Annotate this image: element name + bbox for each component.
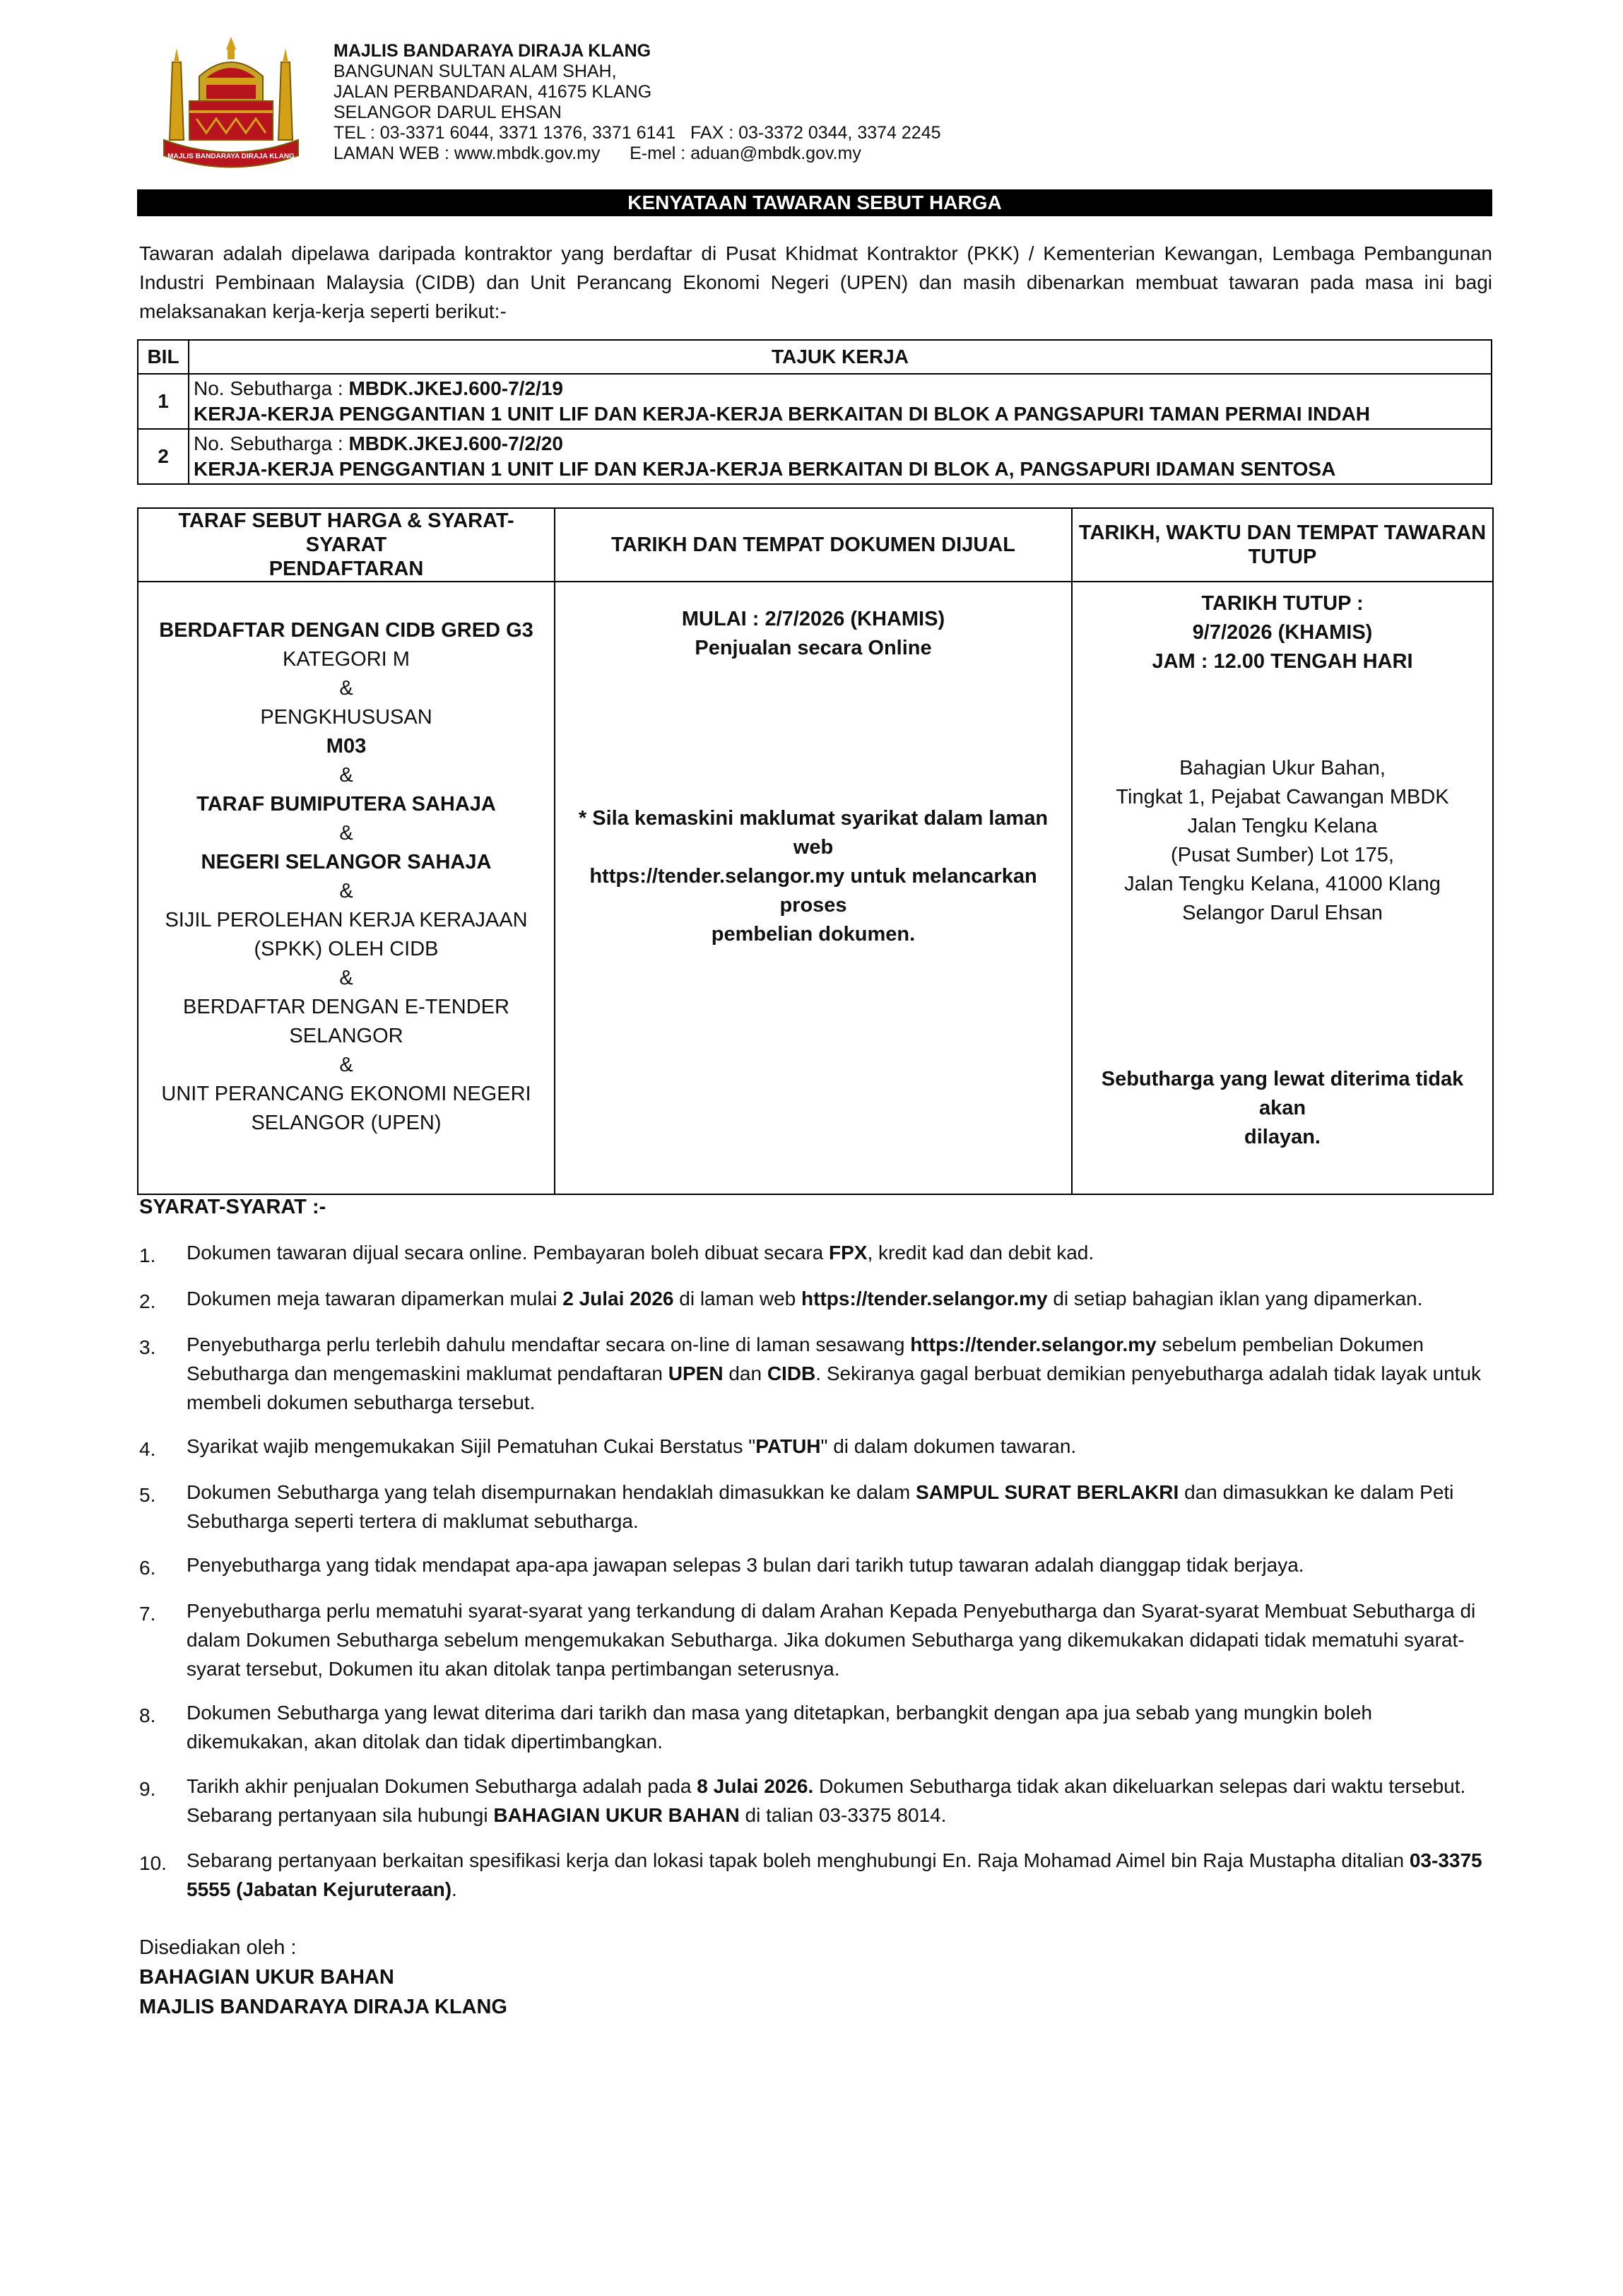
sale-start: MULAI : 2/7/2026 (KHAMIS) <box>681 608 945 630</box>
col-closing-line: TUTUP <box>1248 546 1317 568</box>
condition-item <box>139 1432 1492 1461</box>
requirement-line: & <box>339 822 353 844</box>
condition-item <box>139 1698 1492 1756</box>
requirements-list <box>146 582 547 1138</box>
info-table-body <box>138 582 1493 1194</box>
place-line: Selangor Darul Ehsan <box>1182 902 1383 924</box>
condition-item <box>139 1330 1492 1417</box>
condition-item <box>139 1846 1492 1904</box>
ref-number: MBDK.JKEJ.600-7/2/20 <box>348 432 563 454</box>
condition-text-bold: PATUH <box>755 1435 821 1457</box>
condition-text-part: di laman web <box>673 1288 802 1309</box>
condition-item <box>139 1238 1492 1267</box>
condition-text-bold: 8 Julai 2026. <box>697 1775 814 1797</box>
table-row <box>138 429 1492 484</box>
conditions-title: SYARAT-SYARAT :- <box>139 1196 326 1218</box>
condition-text-bold: CIDB <box>767 1362 816 1384</box>
condition-item <box>139 1478 1492 1536</box>
requirement-line: & <box>339 764 353 787</box>
requirement-line: M03 <box>326 735 367 758</box>
svg-text:MAJLIS BANDARAYA DIRAJA KLANG: MAJLIS BANDARAYA DIRAJA KLANG <box>167 153 295 160</box>
work-title: KERJA-KERJA PENGGANTIAN 1 UNIT LIF DAN KERJA-KERJA BERKAITAN DI BLOK A PANGSAPURI TAMAN PERMAI INDAH <box>194 403 1371 425</box>
row-bil: 1 <box>138 374 189 429</box>
condition-text-bold: BAHAGIAN UKUR BAHAN <box>493 1804 740 1826</box>
col-sale: TARIKH DAN TEMPAT DOKUMEN DIJUAL <box>555 508 1072 582</box>
condition-number: 3. <box>139 1336 156 1358</box>
condition-text <box>187 1596 1492 1683</box>
works-table <box>137 339 1492 485</box>
address-line: JALAN PERBANDARAN, 41675 KLANG <box>334 82 652 102</box>
requirement-line: & <box>339 677 353 700</box>
sale-note-line: pembelian dokumen. <box>711 923 916 946</box>
condition-number: 10. <box>139 1852 167 1874</box>
condition-text <box>187 1238 1492 1267</box>
ref-label: No. Sebutharga : <box>194 432 349 454</box>
condition-text-bold: SAMPUL SURAT BERLAKRI <box>915 1481 1179 1503</box>
sale-mode: Penjualan secara Online <box>695 637 932 659</box>
condition-text-part: Syarikat wajib mengemukakan Sijil Pematuhan Cukai Berstatus " <box>187 1435 756 1457</box>
condition-text <box>187 1478 1492 1536</box>
close-time: JAM : 12.00 TENGAH HARI <box>1152 650 1413 673</box>
row-work <box>189 429 1492 484</box>
condition-number: 7. <box>139 1603 156 1625</box>
requirement-line: UNIT PERANCANG EKONOMI NEGERI <box>161 1083 531 1105</box>
condition-text-part: Tarikh akhir penjualan Dokumen Sebutharga adalah pada <box>187 1775 697 1797</box>
condition-text-bold: https://tender.selangor.my <box>910 1334 1157 1355</box>
place-line: Tingkat 1, Pejabat Cawangan MBDK <box>1116 786 1449 808</box>
requirement-line: BERDAFTAR DENGAN CIDB GRED G3 <box>159 619 533 642</box>
sale-note-line: https://tender.selangor.my untuk melancarkan proses <box>589 865 1037 917</box>
condition-text <box>187 1284 1492 1313</box>
place-line: Jalan Tengku Kelana <box>1187 815 1378 837</box>
condition-number: 5. <box>139 1484 156 1506</box>
close-date: 9/7/2026 (KHAMIS) <box>1192 621 1373 644</box>
condition-text-bold: 2 Julai 2026 <box>562 1288 674 1309</box>
requirement-line: TARAF BUMIPUTERA SAHAJA <box>196 793 496 816</box>
prepared-by-dept: BAHAGIAN UKUR BAHAN <box>139 1966 394 1989</box>
condition-text <box>187 1432 1492 1461</box>
prepared-by-block <box>139 1933 507 2022</box>
requirement-line: KATEGORI M <box>283 648 410 671</box>
condition-text-part: " di dalam dokumen tawaran. <box>820 1435 1077 1457</box>
condition-text-bold: FPX <box>829 1242 868 1264</box>
condition-text <box>187 1698 1492 1756</box>
ref-number: MBDK.JKEJ.600-7/2/19 <box>348 377 563 399</box>
intro-paragraph: Tawaran adalah dipelawa daripada kontraktor yang berdaftar di Pusat Khidmat Kontraktor (PKK) / Kementerian Kewangan, Lembaga Pembangunan Industri Pembinaan Malaysia (CIDB) dan Unit Perancang Ekonomi Negeri (UPEN) dan masih dibenarkan membuat tawaran pada masa ini bagi melaksanakan kerja-kerja seperti berikut:- <box>139 242 1492 322</box>
condition-number: 6. <box>139 1557 156 1579</box>
condition-item <box>139 1284 1492 1313</box>
prepared-by-org: MAJLIS BANDARAYA DIRAJA KLANG <box>139 1996 507 2018</box>
condition-text-part: Penyebutharga yang tidak mendapat apa-apa jawapan selepas 3 bulan dari tarikh tutup tawaran adalah dianggap tidak berjaya. <box>187 1554 1304 1576</box>
place-line: Jalan Tengku Kelana, 41000 Klang <box>1124 873 1441 895</box>
condition-text-part: . Sekiranya gagal berbuat demikian penyebutharga adalah tidak layak untuk membeli dokumen sebutharga tersebut. <box>187 1362 1482 1413</box>
condition-text-part: Dokumen Sebutharga tidak akan dikeluarkan selepas dari waktu tersebut. Sebarang pertanyaan sila hubungi <box>187 1775 1466 1826</box>
mbdk-crest-logo <box>157 34 305 175</box>
condition-text-part: Dokumen Sebutharga yang lewat diterima dari tarikh dan masa yang ditetapkan, berbangkit dengan apa jua sebab yang mungkin boleh dikemukakan, akan ditolak dan tidak dipertimbangkan. <box>187 1702 1372 1753</box>
condition-text-part: di talian 03-3375 8014. <box>739 1804 947 1826</box>
requirement-line: & <box>339 1054 353 1076</box>
requirement-line: SELANGOR (UPEN) <box>251 1112 442 1134</box>
prepared-by-label: Disediakan oleh : <box>139 1936 297 1959</box>
requirement-line: SELANGOR <box>289 1025 403 1047</box>
condition-number: 9. <box>139 1778 156 1800</box>
table-row <box>138 374 1492 429</box>
requirement-line: PENGKHUSUSAN <box>260 706 432 729</box>
sale-note-line: * Sila kemaskini maklumat syarikat dalam laman web <box>578 807 1049 859</box>
address-line: BANGUNAN SULTAN ALAM SHAH, <box>334 61 617 81</box>
row-work <box>189 374 1492 429</box>
place-line: Bahagian Ukur Bahan, <box>1179 757 1386 779</box>
condition-text-part: Dokumen Sebutharga yang telah disempurnakan hendaklah dimasukkan ke dalam <box>187 1481 916 1503</box>
col-requirements <box>138 508 555 582</box>
col-tajuk-kerja: TAJUK KERJA <box>189 340 1492 374</box>
row-bil: 2 <box>138 429 189 484</box>
col-closing-line: TARIKH, WAKTU DAN TEMPAT TAWARAN <box>1078 522 1487 544</box>
late-note-line: dilayan. <box>1244 1126 1321 1148</box>
requirement-line: & <box>339 880 353 902</box>
address-line: SELANGOR DARUL EHSAN <box>334 102 562 122</box>
work-title: KERJA-KERJA PENGGANTIAN 1 UNIT LIF DAN KERJA-KERJA BERKAITAN DI BLOK A, PANGSAPURI IDAMAN SENTOSA <box>194 458 1336 480</box>
condition-number: 4. <box>139 1438 156 1460</box>
col-requirements-line: TARAF SEBUT HARGA & SYARAT-SYARAT <box>178 510 514 556</box>
requirements-cell <box>138 582 555 1194</box>
condition-item <box>139 1772 1492 1830</box>
condition-number: 8. <box>139 1705 156 1726</box>
condition-item <box>139 1596 1492 1683</box>
condition-text-part: Penyebutharga perlu mematuhi syarat-syarat yang terkandung di dalam Arahan Kepada Penyebutharga dan Syarat-syarat Membuat Sebutharga di dalam Dokumen Sebutharga sebelum mengemukakan Sebutharga. Jika dokumen Sebutharga yang dikemukakan didapati tidak mematuhi syarat-syarat tersebut, Dokumen itu akan ditolak tanpa pertimbangan seterusnya. <box>187 1600 1476 1680</box>
condition-text-part: dan <box>723 1362 767 1384</box>
place-line: (Pusat Sumber) Lot 175, <box>1171 844 1394 866</box>
condition-number: 2. <box>139 1290 156 1312</box>
condition-text-part: Dokumen meja tawaran dipamerkan mulai <box>187 1288 563 1309</box>
late-note-line: Sebutharga yang lewat diterima tidak akan <box>1101 1068 1464 1119</box>
condition-text-part: di setiap bahagian iklan yang dipamerkan. <box>1047 1288 1423 1309</box>
condition-text <box>187 1846 1492 1904</box>
condition-text-part: sebelum pembelian Dokumen Sebutharga dan mengemaskini maklumat pendaftaran <box>187 1334 1424 1384</box>
col-closing <box>1072 508 1493 582</box>
condition-item <box>139 1550 1492 1579</box>
requirement-line: SIJIL PEROLEHAN KERJA KERAJAAN <box>165 909 528 931</box>
condition-text-bold: https://tender.selangor.my <box>801 1288 1048 1309</box>
requirement-line: BERDAFTAR DENGAN E-TENDER <box>183 996 509 1018</box>
condition-text <box>187 1330 1492 1417</box>
condition-text-bold: UPEN <box>668 1362 724 1384</box>
col-requirements-line: PENDAFTARAN <box>268 558 424 580</box>
condition-text-part: Dokumen tawaran dijual secara online. Pembayaran boleh dibuat secara <box>187 1242 829 1264</box>
condition-text-part: . <box>452 1878 457 1900</box>
condition-text-bold: 03-3375 5555 (Jabatan Kejuruteraan) <box>187 1849 1482 1900</box>
condition-text <box>187 1772 1492 1830</box>
info-table-header <box>138 508 1493 582</box>
condition-text <box>187 1550 1492 1579</box>
condition-number: 1. <box>139 1244 156 1266</box>
notice-banner: KENYATAAN TAWARAN SEBUT HARGA <box>137 189 1492 216</box>
col-bil: BIL <box>138 340 189 374</box>
requirement-line: & <box>339 967 353 989</box>
organization-header <box>334 41 941 164</box>
closing-cell <box>1072 582 1493 1194</box>
sale-cell <box>555 582 1072 1194</box>
works-table-header <box>138 340 1492 374</box>
web-email-line: LAMAN WEB : www.mbdk.gov.my E-mel : aduan@mbdk.gov.my <box>334 143 861 163</box>
info-table <box>137 507 1494 1195</box>
condition-text-part: , kredit kad dan debit kad. <box>867 1242 1094 1264</box>
close-label: TARIKH TUTUP : <box>1201 592 1364 615</box>
condition-text-part: Sebarang pertanyaan berkaitan spesifikasi kerja dan lokasi tapak boleh menghubungi En. Raja Mohamad Aimel bin Raja Mustapha ditalian <box>187 1849 1410 1871</box>
contact-line: TEL : 03-3371 6044, 3371 1376, 3371 6141 FAX : 03-3372 0344, 3374 2245 <box>334 123 941 143</box>
requirement-line: NEGERI SELANGOR SAHAJA <box>201 851 492 873</box>
org-name: MAJLIS BANDARAYA DIRAJA KLANG <box>334 41 651 61</box>
ref-label: No. Sebutharga : <box>194 377 349 399</box>
requirement-line: (SPKK) OLEH CIDB <box>254 938 439 960</box>
condition-text-part: Penyebutharga perlu terlebih dahulu mendaftar secara on-line di laman sesawang <box>187 1334 911 1355</box>
condition-text-part: dan dimasukkan ke dalam Peti Sebutharga seperti tertera di maklumat sebutharga. <box>187 1481 1454 1532</box>
